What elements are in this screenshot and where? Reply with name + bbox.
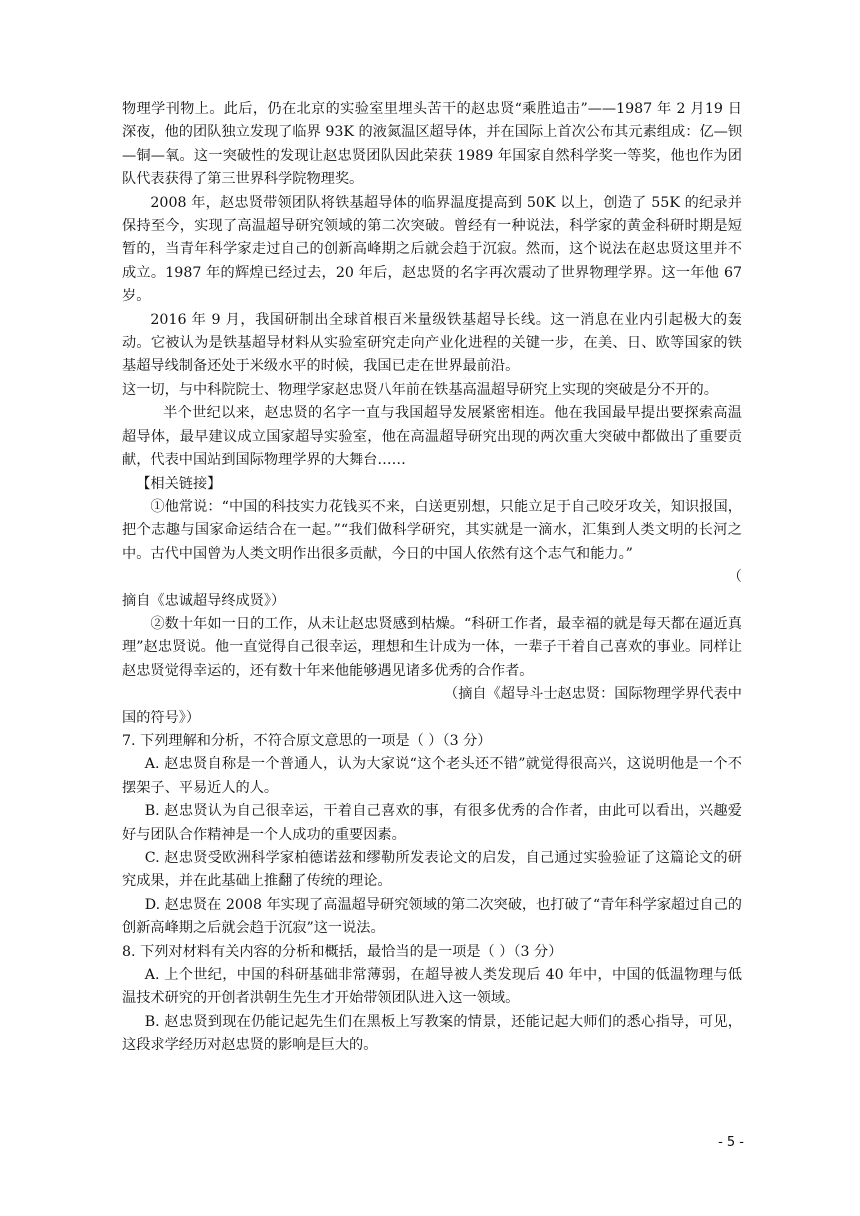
paragraph-7: ①他常说：“中国的科技实力花钱买不来，白送更别想，只能立足于自己咬牙攻关，知识报国，把个志趣与国家命运结合在一起。”“我们做科学研究，其实就是一滴水，汇集到人类文明的长河之中。古代中国曾为人类文明作出很多贡献，今日的中国人依然有这个志气和能力。” bbox=[122, 498, 742, 562]
paragraph-11: （摘自《超导斗士赵忠贤：国际物理学界代表中 bbox=[444, 686, 742, 703]
paragraph-16: C. 赵忠贤受欧洲科学家柏德诺兹和缪勒所发表论文的启发，自己通过实验验证了这篇论文的研究成果，并在此基础上推翻了传统的理论。 bbox=[122, 850, 742, 890]
paragraph-4: 这一切，与中科院院士、物理学家赵忠贤八年前在铁基高温超导研究上实现的突破是分不开的。 bbox=[122, 381, 718, 398]
paragraph-6: 【相关链接】 bbox=[136, 475, 222, 492]
paragraph-18: 8. 下列对材料有关内容的分析和概括，最恰当的是一项是（ ）（3 分） bbox=[122, 943, 563, 960]
paragraph-2: 2008 年，赵忠贤带领团队将铁基超导体的临界温度提高到 50K 以上，创造了 55K 的纪录并保持至今，实现了高温超导研究领域的第二次突破。曾经有一种说法，科学家的黄金科研时期是短暂的，当青年科学家走过自己的创新高峰期之后就会趋于沉寂。然而，这个说法在赵忠贤这里并不成立。1987 年的辉煌已经过去，20 年后，赵忠贤的名字再次震动了世界物理学界。这一年他 67 岁。 bbox=[122, 194, 742, 305]
paragraph-13: 7. 下列理解和分析，不符合原文意思的一项是（ ）（3 分） bbox=[122, 732, 492, 749]
article-body bbox=[122, 98, 742, 1058]
paragraph-15: B. 赵忠贤认为自己很幸运，干着自己喜欢的事，有很多优秀的合作者，由此可以看出，兴趣爱好与团队合作精神是一个人成功的重要因素。 bbox=[122, 803, 742, 843]
paragraph-19: A. 上个世纪，中国的科研基础非常薄弱，在超导被人类发现后 40 年中，中国的低温物理与低温技术研究的开创者洪朝生先生才开始带领团队进入这一领域。 bbox=[122, 967, 742, 1007]
paragraph-9: 摘自《忠诚超导终成贤》） bbox=[122, 592, 286, 609]
paragraph-12: 国的符号》） bbox=[122, 709, 201, 726]
paragraph-10: ②数十年如一日的工作，从未让赵忠贤感到枯燥。“科研工作者，最幸福的就是每天都在逼近真理”赵忠贤说。他一直觉得自己很幸运，理想和生计成为一体，一辈子干着自己喜欢的事业。同样让赵忠贤觉得幸运的，还有数十年来他能够遇见诸多优秀的合作者。 bbox=[122, 615, 742, 679]
paragraph-5: 半个世纪以来，赵忠贤的名字一直与我国超导发展紧密相连。他在我国最早提出要探索高温超导体，最早建议成立国家超导实验室，他在高温超导研究出现的两次重大突破中都做出了重要贡献，代表中国站到国际物理学界的大舞台…… bbox=[122, 405, 742, 469]
paragraph-8: （ bbox=[727, 569, 742, 586]
paragraph-14: A. 赵忠贤自称是一个普通人，认为大家说“这个老头还不错”就觉得很高兴，这说明他是一个不摆架子、平易近人的人。 bbox=[122, 756, 742, 796]
paragraph-3: 2016 年 9 月，我国研制出全球首根百米量级铁基超导长线。这一消息在业内引起极大的轰动。它被认为是铁基超导材料从实验室研究走向产业化进程的关键一步，在美、日、欧等国家的铁基超导线制备还处于米级水平的时候，我国已走在世界最前沿。 bbox=[122, 311, 742, 375]
paragraph-1: 物理学刊物上。此后，仍在北京的实验室里埋头苦干的赵忠贤“乘胜追击”——1987 年 2 月19 日深夜，他的团队独立发现了临界 93K 的液氮温区超导体，并在国际上首次公布其元素组成：亿—钡—铜—氧。这一突破性的发现让赵忠贤团队因此荣获 1989 年国家自然科学奖一等奖，他也作为团队代表获得了第三世界科学院物理奖。 bbox=[122, 101, 742, 188]
paragraph-20: B. 赵忠贤到现在仍能记起先生们在黑板上写教案的情景，还能记起大师们的悉心指导，可见，这段求学经历对赵忠贤的影响是巨大的。 bbox=[122, 1013, 742, 1054]
page-number: - 5 - bbox=[718, 1135, 744, 1150]
paragraph-17: D. 赵忠贤在 2008 年实现了高温超导研究领域的第二次突破，也打破了“青年科学家超过自己的创新高峰期之后就会趋于沉寂”这一说法。 bbox=[122, 896, 742, 937]
